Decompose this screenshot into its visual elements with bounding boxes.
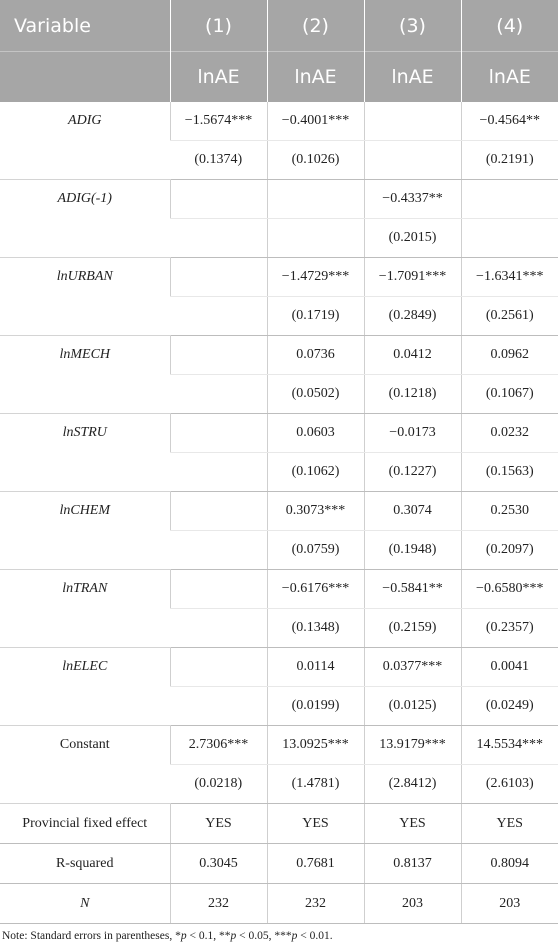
se-cell xyxy=(461,219,558,258)
table-row xyxy=(0,258,558,297)
coef-cell: 0.0114 xyxy=(267,648,364,687)
stat-cell: 203 xyxy=(461,884,558,924)
se-cell: (0.1948) xyxy=(364,531,461,570)
coef-cell xyxy=(170,570,267,609)
table-body xyxy=(0,102,558,924)
coef-cell: 0.0603 xyxy=(267,414,364,453)
stat-cell: 0.7681 xyxy=(267,844,364,884)
stat-cell: 232 xyxy=(267,884,364,924)
se-cell: (0.2159) xyxy=(364,609,461,648)
variable-name: ADIG xyxy=(0,102,170,180)
se-cell xyxy=(170,531,267,570)
coef-cell xyxy=(364,102,461,141)
se-cell: (0.2561) xyxy=(461,297,558,336)
stat-row xyxy=(0,844,558,884)
coef-cell: 13.9179*** xyxy=(364,726,461,765)
coef-cell: 0.0736 xyxy=(267,336,364,375)
coef-cell: 0.3073*** xyxy=(267,492,364,531)
se-cell xyxy=(170,609,267,648)
se-cell: (0.0502) xyxy=(267,375,364,414)
coef-cell: 0.0962 xyxy=(461,336,558,375)
stat-cell: 0.3045 xyxy=(170,844,267,884)
se-cell: (0.0249) xyxy=(461,687,558,726)
table-row xyxy=(0,336,558,375)
table-note: Note: Standard errors in parentheses, *p < 0.1, **p < 0.05, ***p < 0.01. xyxy=(2,930,333,942)
dep-var-header: lnAE xyxy=(170,52,267,103)
coef-cell: 0.0232 xyxy=(461,414,558,453)
se-cell: (0.0125) xyxy=(364,687,461,726)
se-cell: (0.1374) xyxy=(170,141,267,180)
stat-cell: YES xyxy=(364,804,461,844)
coef-cell: −1.4729*** xyxy=(267,258,364,297)
coef-cell: 0.0041 xyxy=(461,648,558,687)
coef-cell: −0.5841** xyxy=(364,570,461,609)
column-header: (3) xyxy=(364,0,461,52)
stat-cell: 0.8094 xyxy=(461,844,558,884)
se-cell: (0.2191) xyxy=(461,141,558,180)
se-cell: (0.0218) xyxy=(170,765,267,804)
table-row xyxy=(0,492,558,531)
variable-name: ADIG(-1) xyxy=(0,180,170,258)
coef-cell: −0.4564** xyxy=(461,102,558,141)
stat-cell: 203 xyxy=(364,884,461,924)
coef-cell xyxy=(170,648,267,687)
se-cell: (0.1026) xyxy=(267,141,364,180)
coef-cell xyxy=(170,414,267,453)
coef-cell: −0.6176*** xyxy=(267,570,364,609)
variable-name: lnMECH xyxy=(0,336,170,414)
coef-cell: −1.5674*** xyxy=(170,102,267,141)
table-header xyxy=(0,0,558,102)
blank-header-cell xyxy=(0,52,170,103)
variable-header: Variable xyxy=(0,0,170,52)
se-cell: (0.1067) xyxy=(461,375,558,414)
coef-cell xyxy=(170,336,267,375)
se-cell: (0.2097) xyxy=(461,531,558,570)
coef-cell xyxy=(170,180,267,219)
coef-cell: 0.0412 xyxy=(364,336,461,375)
se-cell: (0.1218) xyxy=(364,375,461,414)
variable-name: lnELEC xyxy=(0,648,170,726)
variable-name: lnCHEM xyxy=(0,492,170,570)
se-cell: (0.1062) xyxy=(267,453,364,492)
coef-cell xyxy=(170,492,267,531)
stat-cell: YES xyxy=(170,804,267,844)
coef-cell xyxy=(461,180,558,219)
stat-cell: YES xyxy=(461,804,558,844)
coef-cell: 0.3074 xyxy=(364,492,461,531)
table-row xyxy=(0,570,558,609)
se-cell: (0.0199) xyxy=(267,687,364,726)
table-row xyxy=(0,726,558,765)
table-row xyxy=(0,102,558,141)
se-cell: (0.1563) xyxy=(461,453,558,492)
stat-cell: YES xyxy=(267,804,364,844)
coef-cell: −1.7091*** xyxy=(364,258,461,297)
dep-var-header: lnAE xyxy=(364,52,461,103)
coef-cell: 0.2530 xyxy=(461,492,558,531)
se-cell xyxy=(170,375,267,414)
se-cell xyxy=(170,219,267,258)
stat-name: R-squared xyxy=(0,844,170,884)
se-cell xyxy=(267,219,364,258)
coef-cell: −0.6580*** xyxy=(461,570,558,609)
coef-cell: −0.0173 xyxy=(364,414,461,453)
coef-cell: 14.5534*** xyxy=(461,726,558,765)
stat-row xyxy=(0,804,558,844)
dep-var-header: lnAE xyxy=(461,52,558,103)
se-cell: (0.0759) xyxy=(267,531,364,570)
stat-name: Provincial fixed effect xyxy=(0,804,170,844)
coef-cell: −0.4001*** xyxy=(267,102,364,141)
coef-cell xyxy=(267,180,364,219)
se-cell: (0.2015) xyxy=(364,219,461,258)
stat-cell: 232 xyxy=(170,884,267,924)
stat-cell: 0.8137 xyxy=(364,844,461,884)
column-header: (2) xyxy=(267,0,364,52)
se-cell xyxy=(170,687,267,726)
coef-cell: 13.0925*** xyxy=(267,726,364,765)
se-cell: (2.6103) xyxy=(461,765,558,804)
se-cell xyxy=(364,141,461,180)
se-cell xyxy=(170,453,267,492)
variable-name: lnSTRU xyxy=(0,414,170,492)
coef-cell: 2.7306*** xyxy=(170,726,267,765)
column-header: (1) xyxy=(170,0,267,52)
se-cell: (1.4781) xyxy=(267,765,364,804)
table-row xyxy=(0,648,558,687)
se-cell: (0.2849) xyxy=(364,297,461,336)
se-cell xyxy=(170,297,267,336)
table-row xyxy=(0,180,558,219)
coef-cell: 0.0377*** xyxy=(364,648,461,687)
variable-name: Constant xyxy=(0,726,170,804)
se-cell: (2.8412) xyxy=(364,765,461,804)
se-cell: (0.1227) xyxy=(364,453,461,492)
se-cell: (0.1348) xyxy=(267,609,364,648)
dep-var-header: lnAE xyxy=(267,52,364,103)
column-header: (4) xyxy=(461,0,558,52)
coef-cell: −1.6341*** xyxy=(461,258,558,297)
coef-cell xyxy=(170,258,267,297)
stat-name: N xyxy=(0,884,170,924)
coef-cell: −0.4337** xyxy=(364,180,461,219)
se-cell: (0.1719) xyxy=(267,297,364,336)
variable-name: lnURBAN xyxy=(0,258,170,336)
variable-name: lnTRAN xyxy=(0,570,170,648)
se-cell: (0.2357) xyxy=(461,609,558,648)
table-row xyxy=(0,414,558,453)
stat-row xyxy=(0,884,558,924)
